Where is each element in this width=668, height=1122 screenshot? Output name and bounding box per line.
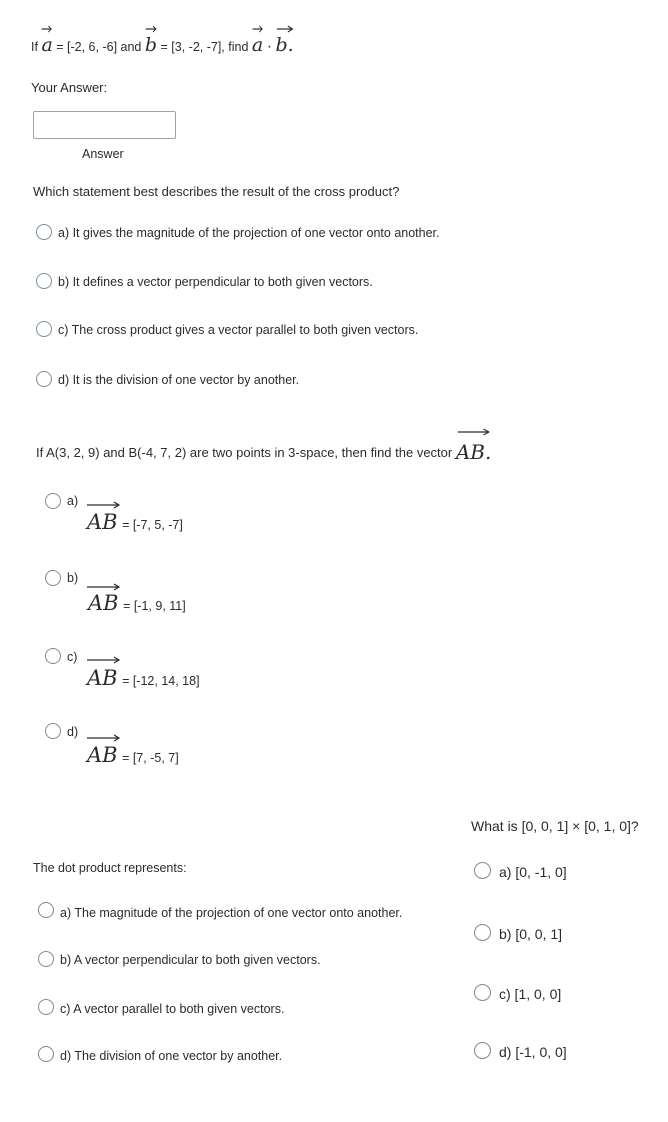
- q5-option-d-radio[interactable]: [474, 1042, 491, 1059]
- dot-a-letter: a: [251, 34, 264, 56]
- q3-option-a-value: = [-7, 5, -7]: [122, 518, 183, 532]
- q3-option-d-radio[interactable]: [45, 723, 61, 739]
- q3-option-d-arrow-icon: [86, 729, 122, 737]
- answer-input[interactable]: [33, 111, 176, 139]
- your-answer-label: Your Answer:: [31, 80, 108, 95]
- q4-option-a-radio[interactable]: [38, 902, 54, 918]
- q3-option-c-arrow-icon: [86, 651, 122, 659]
- q5-prompt: What is [0, 0, 1] × [0, 1, 0]?: [471, 818, 639, 834]
- q2-option-d-label[interactable]: d) It is the division of one vector by another.: [58, 373, 300, 387]
- q3-option-b-arrow-icon: [86, 578, 122, 586]
- q3-option-d-letter[interactable]: d): [67, 725, 79, 739]
- vector-b-letter: b: [144, 34, 158, 56]
- q1-prefix: If: [31, 40, 38, 54]
- q3-option-b-vector: AB: [88, 591, 119, 615]
- q3-option-b-answer[interactable]: [88, 591, 186, 615]
- q3-option-d-vector: AB: [87, 743, 118, 767]
- q2-option-c-label[interactable]: c) The cross product gives a vector parallel to both given vectors.: [58, 323, 419, 337]
- q3-option-c-answer[interactable]: [87, 666, 200, 690]
- q2-option-b-label[interactable]: b) It defines a vector perpendicular to both given vectors.: [58, 275, 373, 289]
- q5-option-b-radio[interactable]: [474, 924, 491, 941]
- q4-option-d-radio[interactable]: [38, 1046, 54, 1062]
- q3-option-c-letter[interactable]: c): [67, 650, 78, 664]
- q5-option-a-label[interactable]: a) [0, -1, 0]: [499, 864, 567, 880]
- q4-option-d-label[interactable]: d) The division of one vector by another.: [60, 1049, 283, 1063]
- vector-b-value: = [3, -2, -7], find: [160, 40, 249, 54]
- q3-option-a-letter[interactable]: a): [67, 494, 79, 508]
- vector-a-letter: a: [41, 34, 53, 56]
- q2-option-b-radio[interactable]: [36, 273, 52, 289]
- q3-prompt: [36, 438, 491, 462]
- q2-option-d-radio[interactable]: [36, 371, 52, 387]
- q4-option-c-radio[interactable]: [38, 999, 54, 1015]
- vector-arrow-icon: [276, 25, 294, 33]
- q3-option-b-radio[interactable]: [45, 570, 61, 586]
- q3-option-d-answer[interactable]: [87, 743, 179, 767]
- vector-b: [145, 34, 157, 56]
- q2-option-a-label[interactable]: a) It gives the magnitude of the projection of one vector onto another.: [58, 226, 440, 240]
- q3-option-a-arrow-icon: [86, 496, 122, 504]
- vector-arrow-icon: [456, 428, 492, 436]
- q2-option-a-radio[interactable]: [36, 224, 52, 240]
- vector-arrow-icon: [252, 25, 263, 33]
- answer-caption: Answer: [82, 147, 124, 161]
- q3-option-a-answer[interactable]: [87, 510, 183, 534]
- vector-arrow-icon: [41, 25, 52, 33]
- dot-vector-a: [252, 34, 263, 56]
- q3-prompt-vector: [456, 440, 492, 464]
- q3-option-c-value: = [-12, 14, 18]: [122, 674, 200, 688]
- q4-option-b-radio[interactable]: [38, 951, 54, 967]
- q5-option-c-radio[interactable]: [474, 984, 491, 1001]
- q4-prompt: The dot product represents:: [33, 861, 187, 875]
- vector-a-value: = [-2, 6, -6] and: [56, 40, 142, 54]
- q4-option-a-label[interactable]: a) The magnitude of the projection of one vector onto another.: [60, 906, 403, 920]
- q1-prompt: [31, 34, 294, 56]
- dot-b-letter: b.: [275, 34, 294, 56]
- q3-option-b-value: = [-1, 9, 11]: [123, 599, 186, 613]
- q3-prompt-vector-text: AB.: [455, 440, 492, 464]
- q3-option-a-vector: AB: [87, 510, 118, 534]
- q3-option-c-vector: AB: [87, 666, 118, 690]
- vector-arrow-icon: [145, 25, 157, 33]
- dot-symbol: ·: [266, 38, 273, 55]
- q3-option-c-radio[interactable]: [45, 648, 61, 664]
- dot-vector-b: [276, 34, 294, 56]
- q5-option-b-label[interactable]: b) [0, 0, 1]: [499, 926, 563, 942]
- q5-option-a-radio[interactable]: [474, 862, 491, 879]
- q4-option-c-label[interactable]: c) A vector parallel to both given vectors.: [60, 1002, 285, 1016]
- q3-option-d-value: = [7, -5, 7]: [122, 751, 179, 765]
- q3-prompt-text: If A(3, 2, 9) and B(-4, 7, 2) are two points in 3-space, then find the vector: [36, 445, 453, 460]
- vector-a: [41, 34, 52, 56]
- q2-prompt: Which statement best describes the result of the cross product?: [33, 184, 400, 199]
- q3-option-a-radio[interactable]: [45, 493, 61, 509]
- q5-option-d-label[interactable]: d) [-1, 0, 0]: [499, 1044, 567, 1060]
- q3-option-b-letter[interactable]: b): [67, 571, 79, 585]
- q5-option-c-label[interactable]: c) [1, 0, 0]: [499, 986, 562, 1002]
- q4-option-b-label[interactable]: b) A vector perpendicular to both given vectors.: [60, 953, 321, 967]
- q2-option-c-radio[interactable]: [36, 321, 52, 337]
